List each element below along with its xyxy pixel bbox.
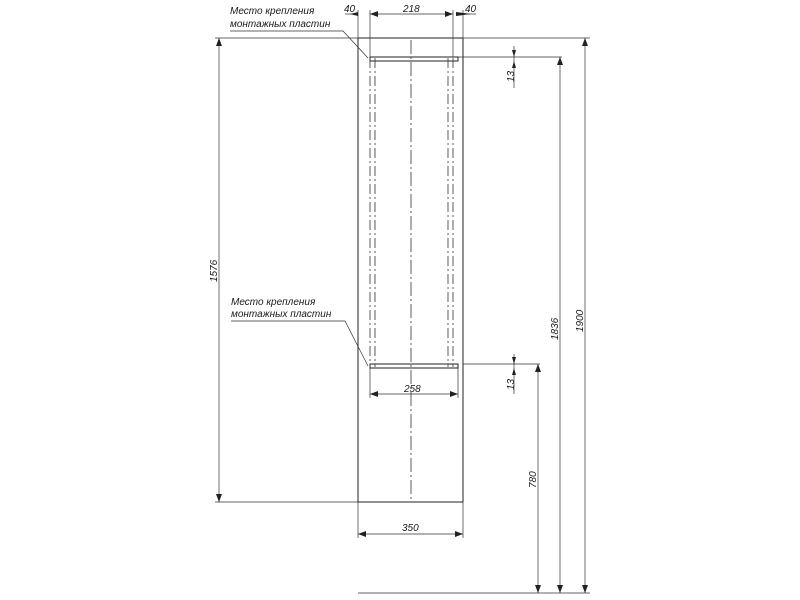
mounting-plate-top [370, 57, 458, 61]
dim-top-middle: 218 [403, 4, 420, 15]
leader-bottom [231, 321, 368, 366]
dim-plate-width-value: 258 [404, 384, 421, 395]
dim-top-right-offset: 40 [465, 4, 477, 15]
dim-left-height-value: 1576 [209, 259, 220, 282]
label-mount-top-line1: Место крепления [230, 6, 315, 17]
leader-top [230, 31, 368, 58]
dim-total-height-value: 1900 [575, 309, 586, 332]
dim-bottom-plate-gap: 13 [506, 378, 517, 390]
dim-cabinet-width-value: 350 [402, 523, 419, 534]
cabinet-outline [358, 38, 463, 502]
dim-mount-height-value: 1836 [550, 317, 561, 340]
label-mount-bottom-line2: монтажных пластин [231, 309, 332, 320]
label-mount-bottom-line1: Место крепления [231, 297, 316, 308]
dim-top-left-offset: 40 [344, 4, 356, 15]
top-dimension-chain [345, 10, 476, 57]
mounting-plate-bottom [370, 364, 458, 368]
hidden-lines [370, 40, 453, 500]
label-mount-top-line2: монтажных пластин [230, 19, 331, 30]
dim-top-plate-gap: 13 [506, 70, 517, 82]
dim-bottom-height-value: 780 [528, 471, 539, 488]
